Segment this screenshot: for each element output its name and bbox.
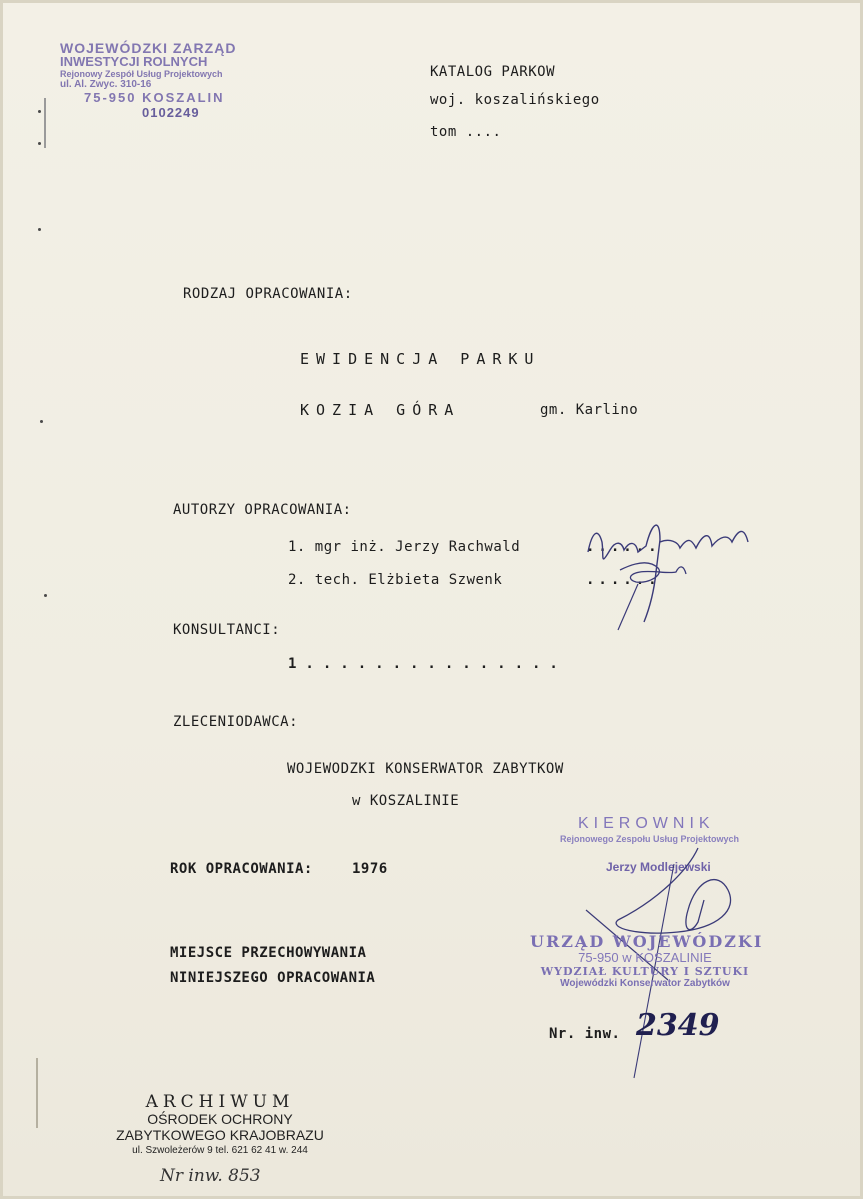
binding-hole [44,594,47,597]
archive-title: ARCHIWUM [145,1092,295,1112]
staple-mark [36,1058,38,1128]
year-value: 1976 [352,861,388,877]
inventory-label: Nr. inw. [549,1026,621,1042]
author-1-dots: ...... [586,539,661,555]
stamp-line: INWESTYCJI ROLNYCH [60,54,208,69]
archive-handwritten-number: Nr inw. 853 [160,1166,261,1186]
stamp-line: Rejonowy Zespół Usług Projektowych [60,69,223,79]
stamp-number: 0102249 [142,105,200,120]
stamp-line: WOJEWÓDZKI ZARZĄD [60,40,237,56]
manager-name: Jerzy Modlejewski [606,860,711,874]
subject-name: KOZIA GÓRA [300,401,461,419]
office-of-voivode-stamp [530,932,764,989]
archive-line-1: OŚRODEK OCHRONY [147,1111,293,1127]
author-signatures [580,512,760,637]
inventory-number: 2349 [636,1008,720,1043]
catalog-title: KATALOG PARKOW [430,64,556,80]
stamp-line: ul. Al. Zwyc. 310-16 [60,79,152,90]
consultants-label: KONSULTANCI: [173,622,281,638]
staple-mark [44,98,46,148]
catalog-region: woj. koszalińskiego [430,92,600,108]
archive-line-2: ZABYTKOWEGO KRAJOBRAZU [116,1127,324,1143]
binding-hole [40,420,43,423]
client-label: ZLECENIODAWCA: [173,714,299,730]
consultants-line: 1............... [288,656,567,672]
storage-line-1: MIEJSCE PRZECHOWYWANIA [170,945,367,961]
urzad-line-3: WYDZIAŁ KULTURY I SZTUKI [540,965,750,978]
binding-hole [38,110,41,113]
urzad-line-2: 75-950 w KOSZALINIE [578,950,712,965]
author-2: 2. tech. Elżbieta Szwenk [288,572,503,588]
client-line-1: WOJEWODZKI KONSERWATOR ZABYTKOW [287,761,564,777]
urzad-line-4: Wojewódzki Konserwator Zabytków [560,978,730,989]
author-1: 1. mgr inż. Jerzy Rachwald [288,539,521,555]
subject-municipality: gm. Karlino [540,402,639,418]
archive-line-3: ul. Szwoleżerów 9 tel. 621 62 41 w. 244 [132,1145,308,1156]
urzad-line-1: URZĄD WOJEWÓDZKI [530,932,764,951]
office-stamp [60,40,285,135]
manager-title: KIEROWNIK [578,815,715,832]
type-label: RODZAJ OPRACOWANIA: [183,286,353,302]
year-label: ROK OPRACOWANIA: [170,861,313,877]
subject-line-1: EWIDENCJA PARKU [300,350,541,368]
authors-label: AUTORZY OPRACOWANIA: [173,502,352,518]
binding-hole [38,142,41,145]
catalog-volume: tom .... [430,124,502,140]
archive-stamp [110,1092,330,1156]
client-line-2: w KOSZALINIE [352,793,460,809]
stamp-line: 75-950 KOSZALIN [84,90,225,105]
storage-line-2: NINIEJSZEGO OPRACOWANIA [170,970,376,986]
author-2-dots: ...... [586,572,661,588]
binding-hole [38,228,41,231]
manager-subtitle: Rejonowego Zespołu Usług Projektowych [560,834,740,844]
